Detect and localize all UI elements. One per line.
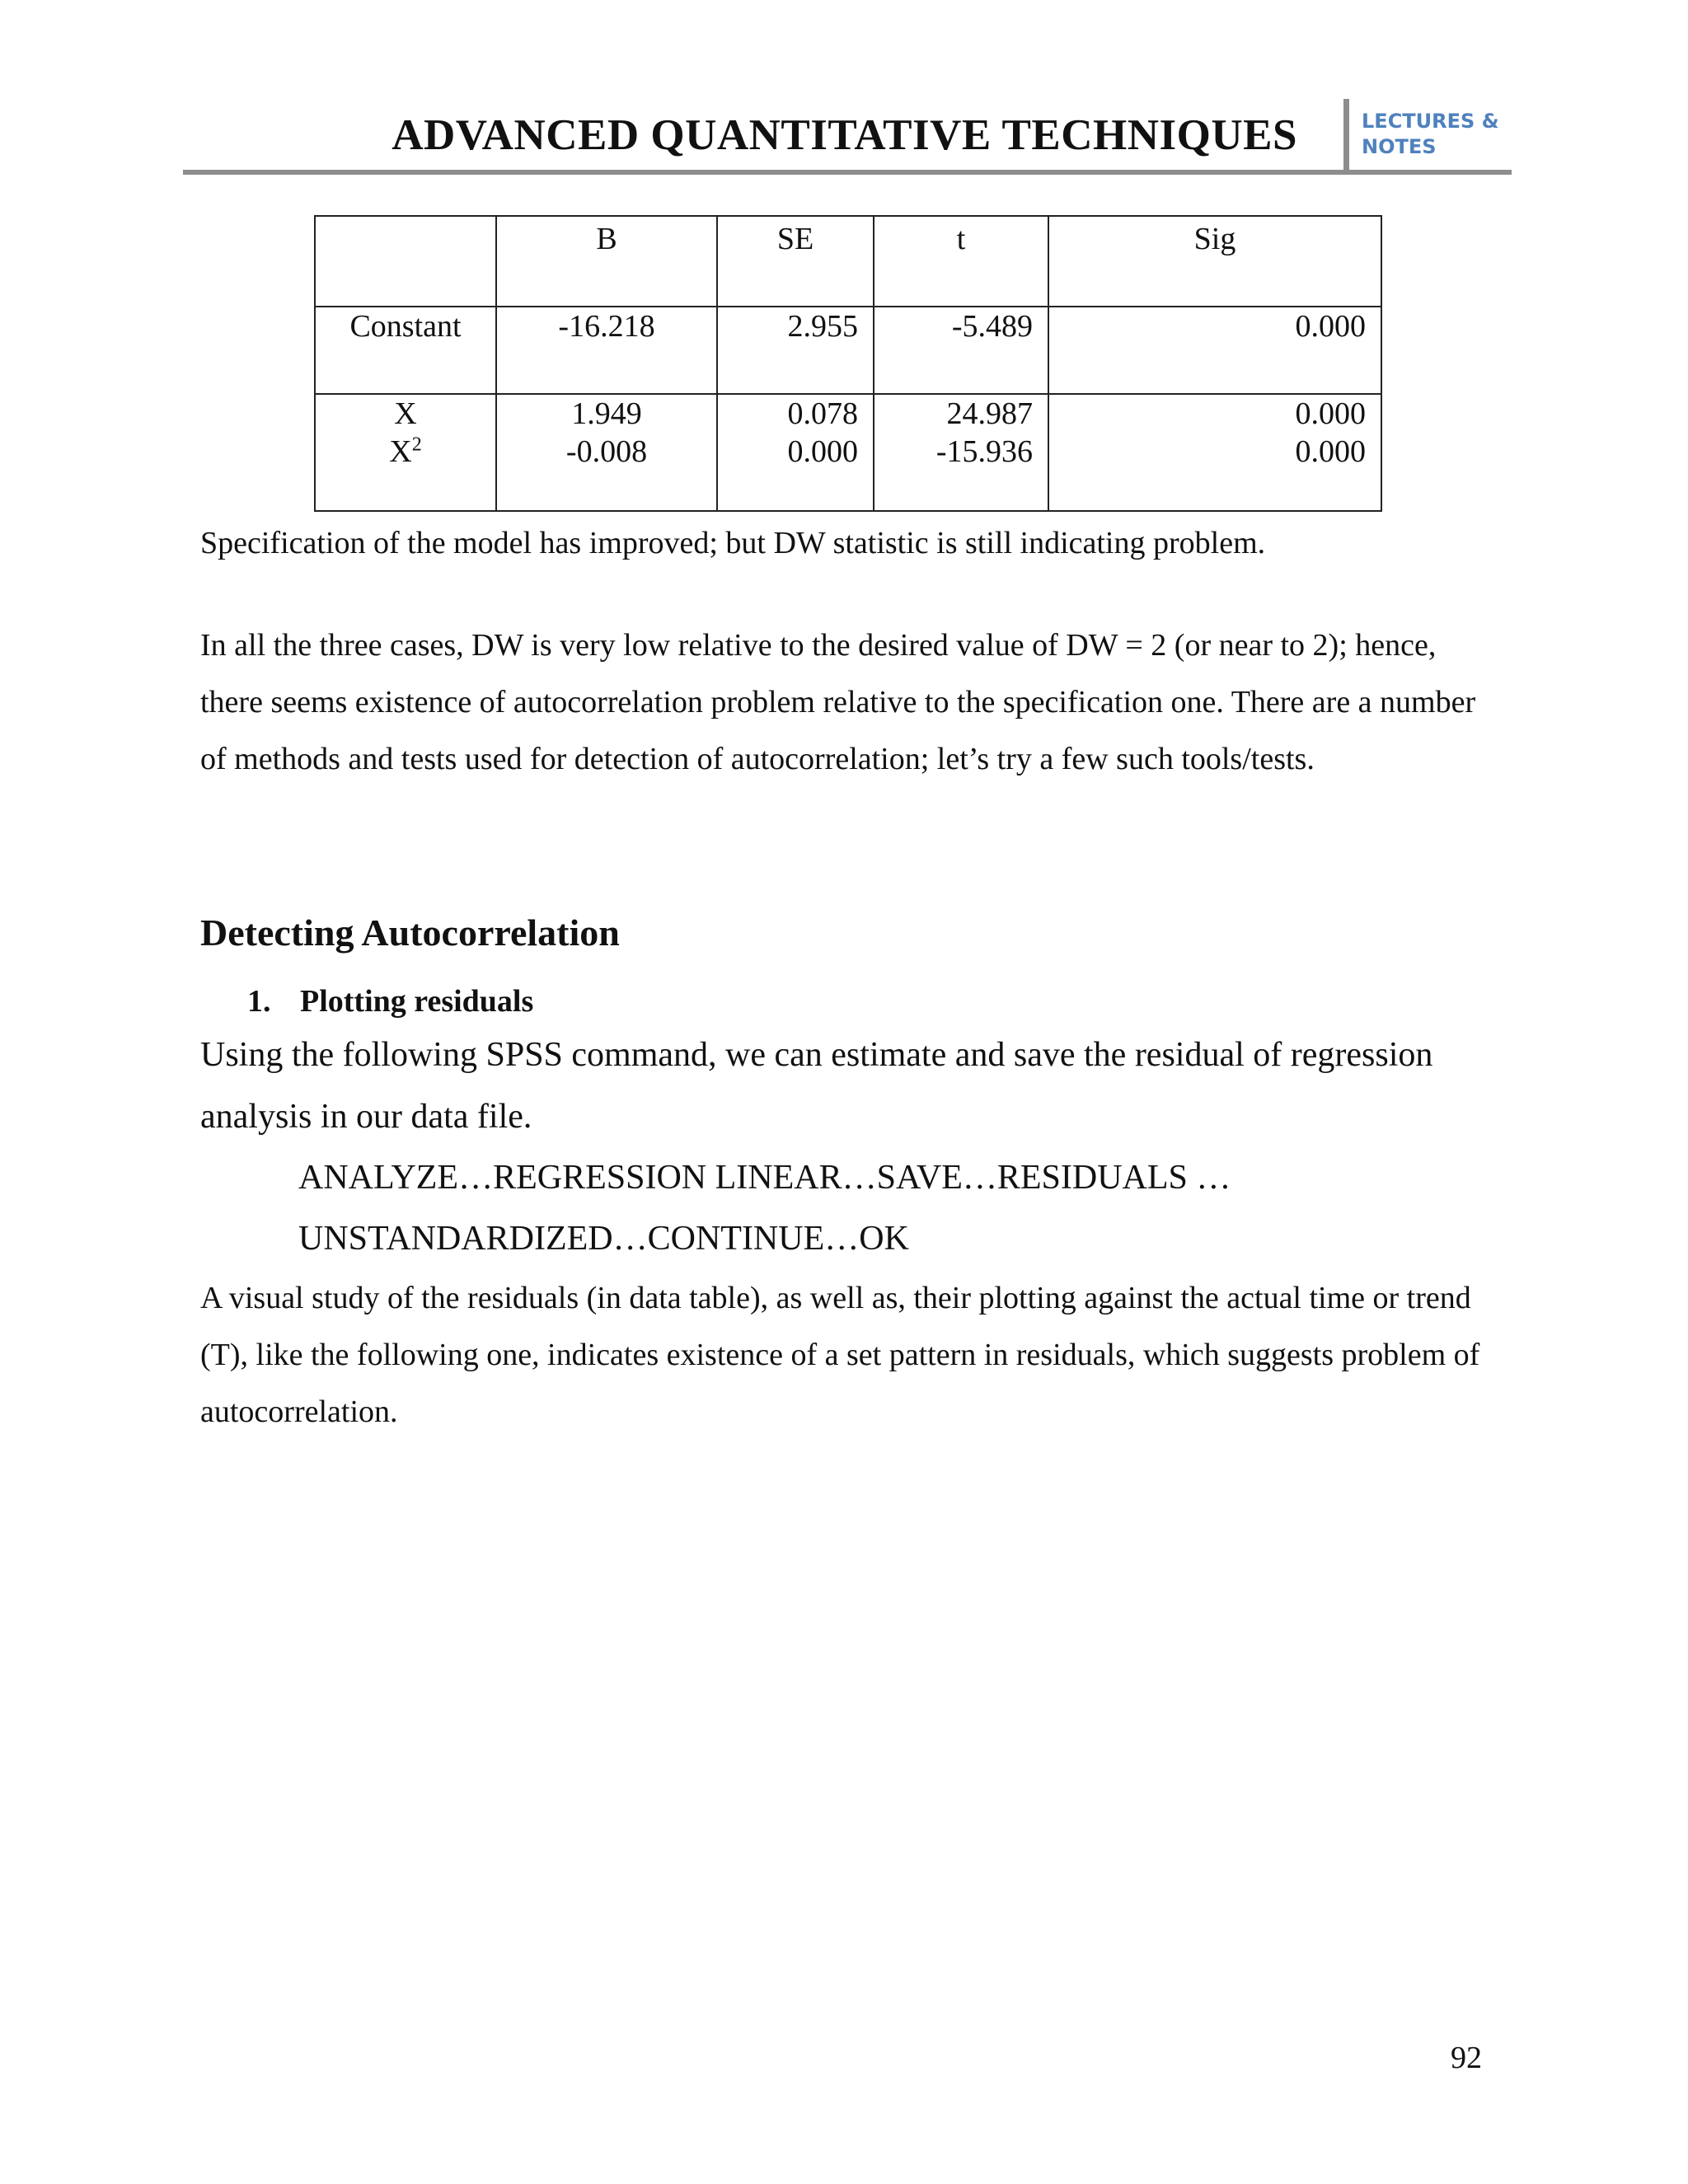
header-cell-t: t [874, 216, 1048, 307]
spss-command-line1: ANALYZE…REGRESSION LINEAR…SAVE…RESIDUALS … [298, 1159, 1231, 1197]
cell-t: 24.987 -15.936 [874, 394, 1048, 511]
table-row [315, 394, 1381, 511]
header-cell-empty [315, 216, 496, 307]
cell-se: 2.955 [717, 307, 874, 394]
table-header-row [315, 216, 1381, 307]
table-row [315, 307, 1381, 394]
cell-se: 0.078 0.000 [717, 394, 874, 511]
paragraph-spss-intro: Using the following SPSS command, we can estimate and save the residual of regression analysis in our data file. [200, 1036, 1433, 1136]
subsection-title: Plotting residuals [300, 984, 534, 1019]
cell-b: -16.218 [496, 307, 717, 394]
header-cell-se: SE [717, 216, 874, 307]
paragraph-residual-study: A visual study of the residuals (in data table), as well as, their plotting against the actual time or trend (T), like the following one, indicates existence of a set pattern in residuals, which suggests problem of autocorrelation. [200, 1281, 1480, 1429]
header-tag-line1: LECTURES & [1362, 110, 1499, 133]
subsection-number: 1. [247, 984, 271, 1019]
header-cell-sig: Sig [1048, 216, 1381, 307]
header-title: ADVANCED QUANTITATIVE TECHNIQUES [392, 111, 1297, 159]
subsection-heading [247, 983, 533, 1019]
section-heading: Detecting Autocorrelation [200, 912, 620, 954]
coefficients-table [314, 215, 1382, 512]
paragraph-specification: Specification of the model has improved; but DW statistic is still indicating problem. [200, 526, 1266, 560]
header-cell-b: B [496, 216, 717, 307]
row-label: Constant [315, 307, 496, 394]
header-tag-line2: NOTES [1362, 135, 1437, 158]
cell-t: -5.489 [874, 307, 1048, 394]
paragraph-dw-explanation: In all the three cases, DW is very low relative to the desired value of DW = 2 (or near to 2); hence, there seems existence of autocorrelation problem relative to the specification one. There are a number of methods and tests used for detection of autocorrelation; let’s try a few such tools/tests. [200, 628, 1476, 776]
header-rule [183, 170, 1512, 175]
cell-b: 1.949 -0.008 [496, 394, 717, 511]
page-header [183, 96, 1512, 175]
cell-sig: 0.000 0.000 [1048, 394, 1381, 511]
row-label [315, 394, 496, 511]
header-tag [1362, 109, 1499, 160]
spss-command-line2: UNSTANDARDIZED…CONTINUE…OK [298, 1220, 909, 1258]
cell-sig: 0.000 [1048, 307, 1381, 394]
page-number: 92 [1451, 2041, 1482, 2075]
row-label-x-squared: $X^2$ [389, 434, 422, 469]
header-divider [1343, 99, 1349, 170]
row-label-x: X [394, 396, 417, 431]
